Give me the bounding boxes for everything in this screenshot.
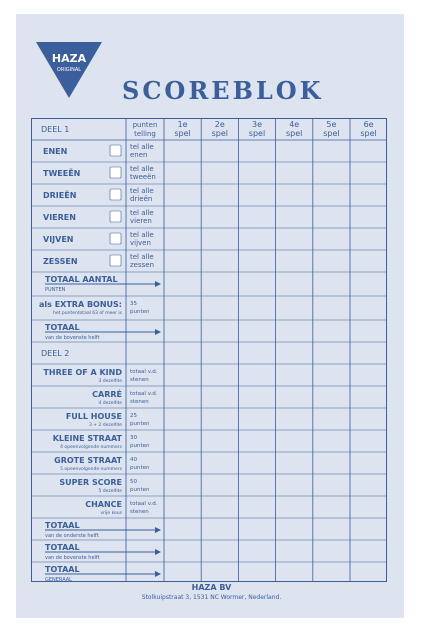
row-label: ZESSEN — [43, 257, 78, 266]
score-cell[interactable] — [165, 141, 200, 161]
score-cell[interactable] — [314, 453, 349, 473]
row-label: FULL HOUSE — [65, 412, 122, 421]
score-cell[interactable] — [351, 409, 386, 429]
score-cell[interactable] — [202, 297, 237, 319]
score-cell[interactable] — [351, 387, 386, 407]
die-3-icon — [110, 189, 121, 200]
row-hint: punten — [130, 465, 150, 471]
score-cell[interactable] — [165, 207, 200, 227]
row-hint: 35 — [130, 301, 137, 307]
header-player-num: 5e — [326, 120, 337, 129]
row-sublabel: van de bovenste helft — [45, 555, 100, 561]
row-hint: tel alle — [130, 187, 154, 195]
row-hint: zessen — [130, 261, 155, 269]
score-cell[interactable] — [165, 453, 200, 473]
score-cell[interactable] — [277, 141, 312, 161]
score-cell[interactable] — [239, 563, 274, 581]
row-sublabel: PUNTEN — [45, 287, 66, 293]
score-cell[interactable] — [314, 409, 349, 429]
row-label: TOTAAL — [45, 543, 80, 552]
score-cell[interactable] — [351, 541, 386, 561]
score-cell[interactable] — [277, 297, 312, 319]
score-cell[interactable] — [351, 273, 386, 295]
row-sublabel: 3 + 2 dezelfde — [88, 423, 122, 428]
score-cell[interactable] — [314, 141, 349, 161]
footer-company: HAZA BV — [191, 583, 232, 592]
score-cell[interactable] — [277, 163, 312, 183]
score-cell[interactable] — [202, 563, 237, 581]
score-grid — [31, 118, 387, 583]
score-cell[interactable] — [202, 497, 237, 517]
row-hint: totaal v.d. — [130, 369, 158, 375]
logo-text-bottom: ORIGINAL — [56, 67, 82, 73]
score-cell[interactable] — [277, 229, 312, 249]
score-cell[interactable] — [202, 453, 237, 473]
score-cell[interactable] — [239, 321, 274, 341]
score-cell[interactable] — [314, 297, 349, 319]
score-cell[interactable] — [165, 229, 200, 249]
page-title: SCOREBLOK — [122, 76, 324, 105]
total-arrow-head — [155, 527, 161, 533]
row-hint: drieën — [130, 195, 153, 203]
score-cell[interactable] — [239, 163, 274, 183]
score-cell[interactable] — [277, 475, 312, 495]
score-cell[interactable] — [277, 387, 312, 407]
row-label: ENEN — [43, 147, 68, 156]
score-cell[interactable] — [165, 251, 200, 271]
row-label: GROTE STRAAT — [54, 456, 122, 465]
score-cell[interactable] — [277, 453, 312, 473]
score-cell[interactable] — [277, 273, 312, 295]
row-label: als EXTRA BONUS: — [39, 300, 122, 309]
score-cell[interactable] — [314, 163, 349, 183]
score-cell[interactable] — [239, 497, 274, 517]
die-2-icon — [110, 167, 121, 178]
header-player-num: 4e — [289, 120, 300, 129]
row-label: VIJVEN — [43, 235, 74, 244]
row-label: DRIEËN — [43, 191, 77, 200]
score-cell[interactable] — [351, 519, 386, 539]
score-cell[interactable] — [239, 297, 274, 319]
score-cell[interactable] — [277, 541, 312, 561]
score-cell[interactable] — [314, 563, 349, 581]
score-cell[interactable] — [165, 185, 200, 205]
score-cell[interactable] — [165, 387, 200, 407]
total-arrow-head — [155, 571, 161, 577]
score-cell[interactable] — [202, 141, 237, 161]
row-sublabel: GENERAAL — [45, 577, 72, 583]
row-sublabel: 3 dezelfde — [98, 379, 122, 384]
row-hint: stenen — [130, 399, 149, 405]
score-cell[interactable] — [314, 251, 349, 271]
row-hint: vijven — [130, 239, 151, 247]
header-player-spel: spel — [211, 129, 228, 138]
total-arrow-head — [155, 281, 161, 287]
score-cell[interactable] — [351, 229, 386, 249]
score-cell[interactable] — [165, 365, 200, 385]
score-cell[interactable] — [314, 365, 349, 385]
score-cell[interactable] — [165, 163, 200, 183]
score-cell[interactable] — [202, 273, 237, 295]
die-5-icon — [110, 233, 121, 244]
die-1-icon — [110, 145, 121, 156]
score-cell[interactable] — [202, 387, 237, 407]
score-cell[interactable] — [314, 387, 349, 407]
row-label: CARRÉ — [92, 390, 122, 399]
score-cell[interactable] — [165, 321, 200, 341]
score-cell[interactable] — [277, 409, 312, 429]
score-cell[interactable] — [351, 185, 386, 205]
row-hint: tel alle — [130, 143, 154, 151]
score-cell[interactable] — [239, 475, 274, 495]
row-label: THREE OF A KIND — [43, 368, 122, 377]
header-punten: punten — [132, 121, 158, 129]
score-cell[interactable] — [239, 387, 274, 407]
score-cell[interactable] — [202, 519, 237, 539]
row-hint: stenen — [130, 509, 149, 515]
logo-text-top: HAZA — [51, 52, 87, 65]
score-cell[interactable] — [202, 409, 237, 429]
row-hint: tweeën — [130, 173, 156, 181]
score-cell[interactable] — [165, 541, 200, 561]
row-hint: vieren — [130, 217, 152, 225]
score-cell[interactable] — [202, 365, 237, 385]
score-cell[interactable] — [277, 207, 312, 227]
total-arrow-head — [155, 549, 161, 555]
score-cell[interactable] — [314, 541, 349, 561]
score-cell[interactable] — [314, 497, 349, 517]
score-cell[interactable] — [239, 273, 274, 295]
row-hint: 25 — [130, 413, 137, 419]
score-cell[interactable] — [351, 497, 386, 517]
score-cell[interactable] — [202, 431, 237, 451]
section-deel2: DEEL 2 — [41, 349, 70, 358]
row-label: TOTAAL — [45, 323, 80, 332]
score-cell[interactable] — [202, 163, 237, 183]
row-hint: tel alle — [130, 165, 154, 173]
row-sublabel: 4 opeenvolgende nummers — [60, 445, 122, 450]
row-hint: 50 — [130, 479, 137, 485]
score-cell[interactable] — [277, 251, 312, 271]
score-cell[interactable] — [277, 365, 312, 385]
score-cell[interactable] — [314, 229, 349, 249]
score-cell[interactable] — [239, 229, 274, 249]
section-deel1: DEEL 1 — [41, 125, 70, 134]
row-sublabel: 4 dezelfde — [98, 401, 122, 406]
score-cell[interactable] — [351, 207, 386, 227]
score-cell[interactable] — [314, 321, 349, 341]
row-sublabel: vrije keus — [100, 511, 122, 516]
score-cell[interactable] — [351, 163, 386, 183]
score-cell[interactable] — [314, 475, 349, 495]
score-cell[interactable] — [277, 185, 312, 205]
row-hint: punten — [130, 309, 150, 315]
score-cell[interactable] — [277, 321, 312, 341]
score-cell[interactable] — [351, 431, 386, 451]
row-hint: 40 — [130, 457, 137, 463]
header-player-num: 2e — [214, 120, 225, 129]
score-cell[interactable] — [351, 563, 386, 581]
row-hint: punten — [130, 421, 150, 427]
score-cell[interactable] — [314, 273, 349, 295]
row-hint: punten — [130, 443, 150, 449]
score-cell[interactable] — [202, 321, 237, 341]
score-cell[interactable] — [239, 251, 274, 271]
score-cell[interactable] — [351, 297, 386, 319]
row-sublabel: van de bovenste helft — [45, 335, 100, 341]
row-hint: tel alle — [130, 253, 154, 261]
row-hint: enen — [130, 151, 148, 159]
score-cell[interactable] — [165, 431, 200, 451]
score-cell[interactable] — [165, 497, 200, 517]
score-cell[interactable] — [239, 207, 274, 227]
row-hint: 30 — [130, 435, 137, 441]
score-cell[interactable] — [314, 519, 349, 539]
row-hint: tel alle — [130, 231, 154, 239]
row-label: TWEEËN — [43, 169, 81, 178]
row-label: TOTAAL AANTAL — [45, 275, 118, 284]
score-cell[interactable] — [351, 251, 386, 271]
row-sublabel: het puntentotaal 63 of meer is — [53, 311, 122, 316]
row-label: TOTAAL — [45, 565, 80, 574]
score-cell[interactable] — [314, 207, 349, 227]
header-telling: telling — [134, 130, 156, 138]
score-cell[interactable] — [239, 365, 274, 385]
row-label: KLEINE STRAAT — [52, 434, 122, 443]
row-sublabel: 5 dezelfde — [98, 489, 122, 494]
haza-logo — [36, 42, 102, 98]
score-cell[interactable] — [202, 251, 237, 271]
score-cell[interactable] — [314, 185, 349, 205]
header-player-spel: spel — [174, 129, 191, 138]
row-hint: totaal v.d. — [130, 501, 158, 507]
score-cell[interactable] — [351, 453, 386, 473]
row-label: VIEREN — [43, 213, 76, 222]
score-cell[interactable] — [239, 453, 274, 473]
header-player-spel: spel — [360, 129, 377, 138]
footer-address: Stolkuipstraat 3, 1531 NC Wormer, Nederland. — [141, 594, 282, 601]
row-label: TOTAAL — [45, 521, 80, 530]
score-cell[interactable] — [165, 519, 200, 539]
header-player-num: 3e — [251, 120, 263, 129]
row-sublabel: 5 opeenvolgende nummers — [60, 467, 122, 472]
score-cell[interactable] — [314, 431, 349, 451]
score-cell[interactable] — [239, 431, 274, 451]
score-cell[interactable] — [165, 273, 200, 295]
score-cell[interactable] — [165, 297, 200, 319]
row-label: SUPER SCORE — [59, 478, 122, 487]
score-cell[interactable] — [239, 541, 274, 561]
row-hint: tel alle — [130, 209, 154, 217]
header-player-num: 1e — [177, 120, 188, 129]
score-cell[interactable] — [165, 409, 200, 429]
score-cell[interactable] — [277, 519, 312, 539]
header-player-spel: spel — [323, 129, 340, 138]
score-cell[interactable] — [239, 141, 274, 161]
row-label: CHANCE — [85, 500, 122, 509]
row-hint: punten — [130, 487, 150, 493]
row-sublabel: van de onderste helft — [45, 533, 99, 539]
row-hint: totaal v.d. — [130, 391, 158, 397]
score-cell[interactable] — [239, 519, 274, 539]
score-cell[interactable] — [239, 185, 274, 205]
die-6-icon — [110, 255, 121, 266]
score-cell[interactable] — [239, 409, 274, 429]
score-cell[interactable] — [202, 185, 237, 205]
score-cell[interactable] — [351, 321, 386, 341]
total-arrow-head — [155, 329, 161, 335]
score-cell[interactable] — [351, 141, 386, 161]
header-player-spel: spel — [248, 129, 266, 138]
header-player-spel: spel — [286, 129, 303, 138]
row-hint: stenen — [130, 377, 149, 383]
score-cell[interactable] — [351, 475, 386, 495]
score-cell[interactable] — [202, 207, 237, 227]
score-cell[interactable] — [351, 365, 386, 385]
score-cell[interactable] — [277, 431, 312, 451]
die-4-icon — [110, 211, 121, 222]
score-cell[interactable] — [165, 475, 200, 495]
score-cell[interactable] — [202, 229, 237, 249]
score-cell[interactable] — [277, 563, 312, 581]
score-cell[interactable] — [165, 563, 200, 581]
score-cell[interactable] — [202, 541, 237, 561]
header-player-num: 6e — [363, 120, 374, 129]
score-cell[interactable] — [277, 497, 312, 517]
score-cell[interactable] — [202, 475, 237, 495]
